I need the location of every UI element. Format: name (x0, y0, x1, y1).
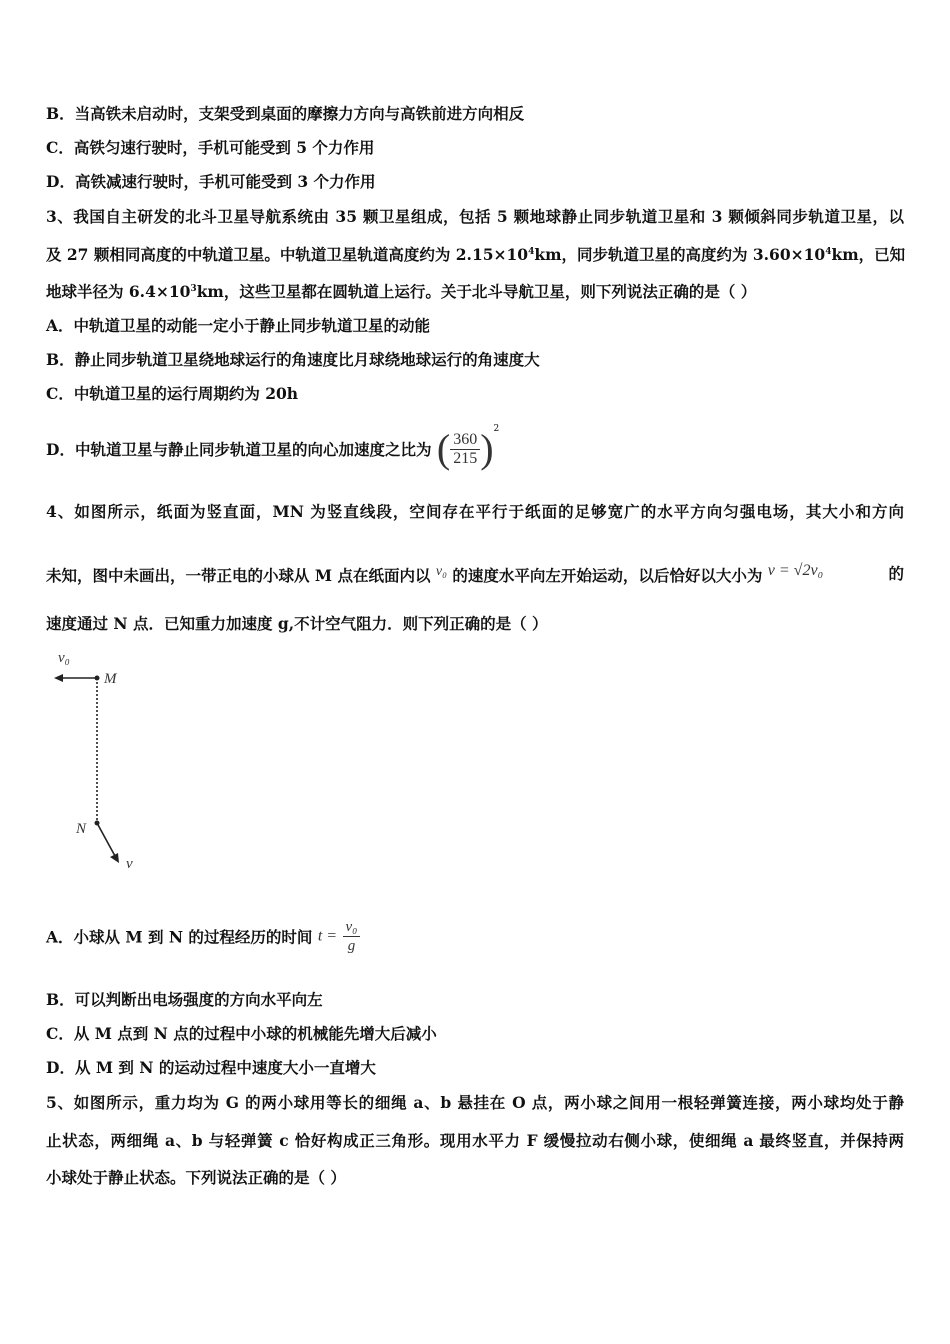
v-arrow-shaft (97, 823, 115, 856)
q3-exp-1: 4 (528, 246, 535, 257)
q4-stem-line2 (46, 562, 904, 586)
q3-stem-line2b: km，同步轨道卫星的高度约为 3.60×10 (534, 245, 826, 264)
q2-option-c: C．高铁匀速行驶时，手机可能受到 5 个力作用 (46, 138, 375, 157)
fig-label-v0: v₀ (58, 650, 70, 666)
q4-stem-line2c: 的 (888, 564, 904, 583)
q3-option-a: A．中轨道卫星的动能一定小于静止同步轨道卫星的动能 (46, 316, 431, 335)
q3-exp-2: 4 (825, 246, 832, 257)
q4-stem-line2b: 的速度水平向左开始运动，以后恰好以大小为 (452, 566, 763, 585)
q4-option-d: D．从 M 到 N 的运动过程中速度大小一直增大 (46, 1058, 376, 1077)
q4-time-var: t = (317, 927, 338, 945)
q3-stem-line1: 3、我国自主研发的北斗卫星导航系统由 35 颗卫星组成，包括 5 颗地球静止同步轨道卫星和 3 颗倾斜同步轨道卫星，以 (46, 207, 904, 226)
q3-option-d: D．中轨道卫星与静止同步轨道卫星的向心加速度之比为 ( $\frac{360}{215}$ )$^2$ (46, 424, 500, 471)
q4-time-fraction: $\frac{\text{v₀}}{g}$ (343, 918, 361, 955)
q2-option-d: D．高铁减速行驶时，手机可能受到 3 个力作用 (46, 172, 376, 191)
q3-stem-line3a: 地球半径为 6.4×10 (46, 282, 191, 301)
v0-arrow-head (54, 674, 63, 682)
q4-v0-symbol: v₀ (435, 564, 447, 579)
q3-option-d-text: D．中轨道卫星与静止同步轨道卫星的向心加速度之比为 (46, 440, 432, 459)
q3-stem-line3 (46, 280, 756, 302)
q3-exp-3: 3 (190, 283, 197, 294)
fig-label-n: N (76, 821, 87, 837)
q5-stem-line2: 止状态，两细绳 a、b 与轻弹簧 c 恰好构成正三角形。现用水平力 F 缓慢拉动右侧小球，使细绳 a 最终竖直，并保持两 (46, 1131, 904, 1150)
q4-v-expression: v = √2v₀ (767, 562, 824, 579)
q4-option-a-text: A．小球从 M 到 N 的过程经历的时间 (46, 927, 313, 947)
fig-label-v: v (126, 856, 133, 872)
q4-option-a (46, 918, 360, 955)
q3-ratio-power: 2 (493, 424, 500, 434)
q3-stem-line2 (46, 243, 904, 265)
q3-stem-line2c: km，已知 (831, 245, 906, 264)
q5-stem-line3: 小球处于静止状态。下列说法正确的是（ ） (46, 1168, 346, 1187)
q2-option-b: B．当高铁未启动时，支架受到桌面的摩擦力方向与高铁前进方向相反 (46, 104, 525, 123)
q3-stem-line3b: km，这些卫星都在圆轨道上运行。关于北斗导航卫星，则下列说法正确的是（ ） (196, 282, 757, 301)
q4-stem-line3: 速度通过 N 点．已知重力加速度 g,不计空气阻力．则下列正确的是（ ） (46, 614, 548, 633)
q4-option-c: C．从 M 点到 N 点的过程中小球的机械能先增大后减小 (46, 1024, 437, 1043)
q4-stem-line1: 4、如图所示，纸面为竖直面，MN 为竖直线段，空间存在平行于纸面的足够宽广的水平方向匀强电场，其大小和方向 (46, 502, 904, 521)
q4-stem-line2a: 未知，图中未画出，一带正电的小球从 M 点在纸面内以 (46, 566, 431, 585)
fig-label-m: M (104, 671, 117, 687)
q3-option-c: C．中轨道卫星的运行周期约为 20h (46, 384, 299, 403)
q4-option-b: B．可以判断出电场强度的方向水平向左 (46, 990, 323, 1009)
q5-stem-line1: 5、如图所示，重力均为 G 的两小球用等长的细绳 a、b 悬挂在 O 点，两小球之间用一根轻弹簧连接，两小球均处于静 (46, 1093, 904, 1112)
q4-motion-figure (46, 645, 156, 875)
q3-stem-line2a: 及 27 颗相同高度的中轨道卫星。中轨道卫星轨道高度约为 2.15×10 (46, 245, 529, 264)
q3-ratio-fraction: $\frac{360}{215}$ (450, 431, 480, 468)
q3-option-b: B．静止同步轨道卫星绕地球运行的角速度比月球绕地球运行的角速度大 (46, 350, 540, 369)
